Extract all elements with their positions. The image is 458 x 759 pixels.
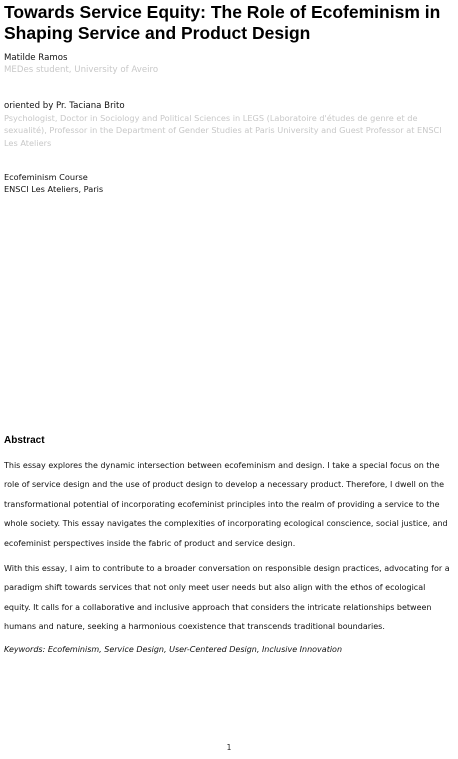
paper-title: Towards Service Equity: The Role of Ecofeminism in Shaping Service and Product Design: [4, 2, 441, 43]
course-institution: ENSCI Les Ateliers, Paris: [4, 184, 104, 194]
abstract-paragraph-2: With this essay, I aim to contribute to a broader conversation on responsible design practices, advocating for a paradigm shift towards services that not only meet user needs but also align with the ethos of ecological equity. It calls for a collaborative and inclusive approach that considers the intricate relationships between humans and nature, seeking a harmonious coexistence that transcends traditional boundaries.: [4, 564, 450, 632]
course-name: Ecofeminism Course: [4, 172, 88, 182]
abstract-section: [4, 434, 452, 657]
mentor-description: Psychologist, Doctor in Sociology and Political Sciences in LEGS (Laboratoire d'études de genre et de sexualité), Professor in the Department of Gender Studies at Paris University and Guest Professor at ENSCI Les Ateliers: [4, 113, 442, 148]
mentor-block: [4, 100, 450, 149]
abstract-paragraph-1: This essay explores the dynamic intersection between ecofeminism and design. I take a special focus on the role of service design and the use of product design to develop a necessary product. Therefore, I dwell on the transformational potential of incorporating ecofeminist principles into the realm of providing a service to the whole society. This essay navigates the complexities of incorporating ecological conscience, social justice, and ecofeminist perspectives inside the fabric of product and service design.: [4, 461, 448, 548]
course-block: [4, 171, 450, 195]
author-affiliation: MEDes student, University of Aveiro: [4, 65, 159, 75]
mentor-line: oriented by Pr. Taciana Brito: [4, 101, 125, 111]
abstract-heading: Abstract: [4, 435, 45, 446]
keywords: Keywords: Ecofeminism, Service Design, User-Centered Design, Inclusive Innovation: [4, 644, 343, 654]
page-number: 1: [226, 743, 232, 752]
author-name: Matilde Ramos: [4, 53, 68, 63]
author-block: [4, 52, 454, 76]
